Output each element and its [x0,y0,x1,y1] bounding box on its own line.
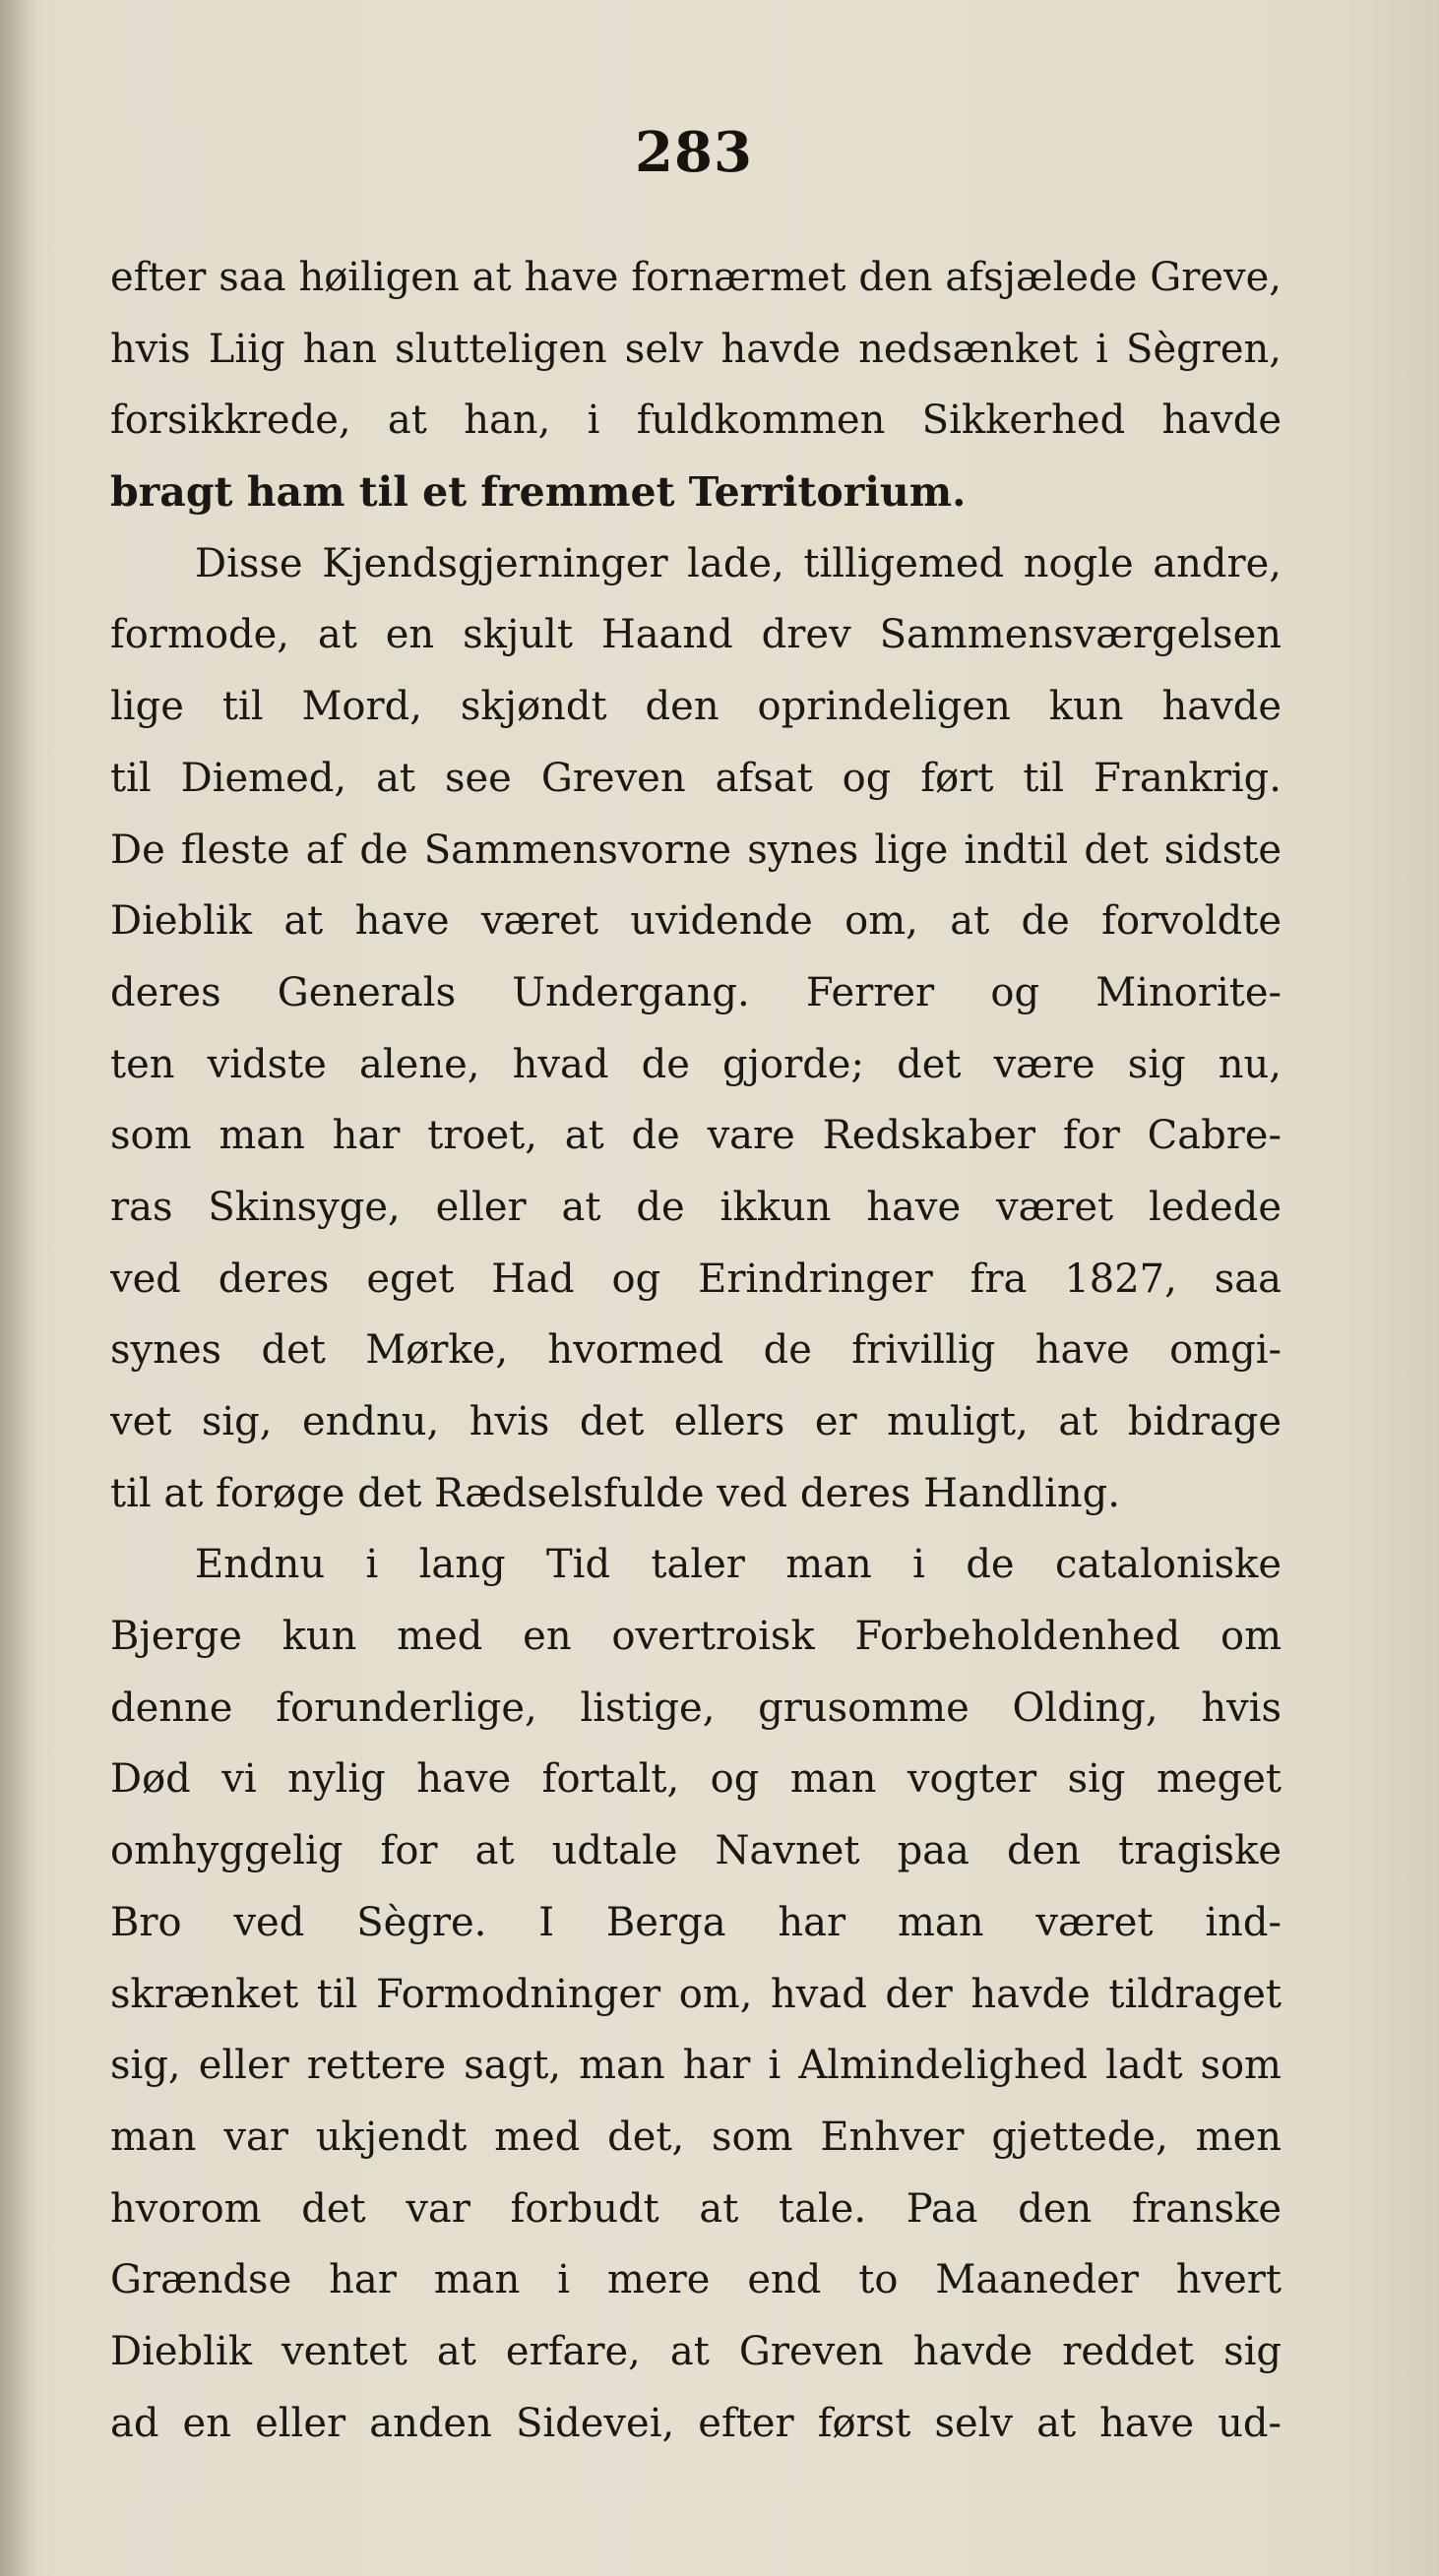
text-line: deres Generals Undergang. Ferrer og Minorite- [110,969,1282,1015]
text-line: som man har troet, at de vare Redskaber for Cabre- [110,1113,1282,1159]
text-line: ras Skinsyge, eller at de ikkun have været ledede [110,1184,1282,1230]
text-line: Bjerge kun med en overtroisk Forbeholdenhed om [110,1614,1282,1660]
text-line: til at forøge det Rædselsfulde ved deres Handling. [110,1470,1120,1516]
text-line: ten vidste alene, hvad de gjorde; det være sig nu, [110,1041,1282,1087]
text-line: sig, eller rettere sagt, man har i Almindelighed ladt som [110,2043,1282,2089]
page-number: 283 [635,120,753,185]
text-line: Død vi nylig have fortalt, og man vogter sig meget [110,1756,1282,1803]
paragraph-start-line: Disse Kjendsgjerninger lade, tilligemed nogle andre, [195,540,1282,586]
text-line: Dieblik ventet at erfare, at Greven havde reddet sig [110,2328,1282,2374]
body-text [110,242,1282,2459]
text-line: hvis Liig han slutteligen selv havde nedsænket i Sègren, [110,326,1282,372]
text-line: Grændse har man i mere end to Maaneder hvert [110,2257,1282,2303]
text-line: ad en eller anden Sidevei, efter først selv at have ud- [110,2400,1282,2446]
text-line: ved deres eget Had og Erindringer fra 1827, saa [110,1256,1282,1302]
text-line: denne forunderlige, listige, grusomme Olding, hvis [110,1685,1282,1731]
text-line-emphasis: bragt ham til et fremmet Territorium. [110,468,967,517]
text-line: skrænket til Formodninger om, hvad der havde tildraget [110,1971,1282,2017]
paragraph-start-line: Endnu i lang Tid taler man i de cataloniske [195,1542,1282,1588]
text-line: De fleste af de Sammensvorne synes lige indtil det sidste [110,827,1282,873]
text-line: til Diemed, at see Greven afsat og ført til Frankrig. [110,755,1282,801]
text-line: lige til Mord, skjøndt den oprindeligen kun havde [110,684,1282,730]
text-line: forsikkrede, at han, i fuldkommen Sikkerhed havde [110,398,1282,444]
text-line: efter saa høiligen at have fornærmet den afsjælede Greve, [110,255,1282,300]
text-line: Dieblik at have været uvidende om, at de forvoldte [110,898,1282,945]
text-line: synes det Mørke, hvormed de frivillig have omgi- [110,1327,1282,1374]
text-line: formode, at en skjult Haand drev Sammensværgelsen [110,612,1282,658]
text-line: omhyggelig for at udtale Navnet paa den tragiske [110,1828,1282,1874]
text-line: vet sig, endnu, hvis det ellers er muligt, at bidrage [110,1399,1282,1444]
text-line: hvorom det var forbudt at tale. Paa den franske [110,2185,1282,2232]
spine-shadow [0,0,37,2576]
text-line: Bro ved Sègre. I Berga har man været ind- [110,1899,1282,1945]
text-line: man var ukjendt med det, som Enhver gjettede, men [110,2114,1282,2160]
